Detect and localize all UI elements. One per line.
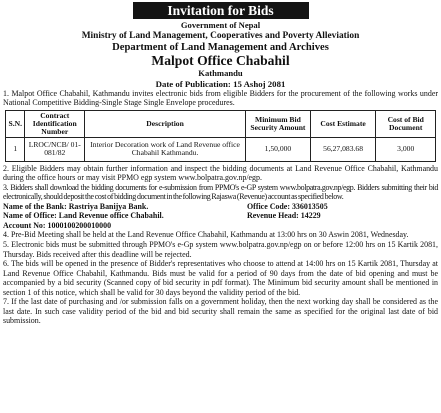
bid-table [5,110,436,162]
clause-4: 4. Pre-Bid Meeting shall be held at the Land Revenue Office Chabahil, Kathmandu at 13:00 hrs on 30 Aswin 2081, Wednesday. [3,230,409,240]
col-bid-security: Minimum Bid Security Amount [246,110,311,137]
col-contract-id: Contract Identification Number [25,110,85,137]
cell-bid-security: 1,50,000 [246,137,311,161]
col-doc-cost: Cost of Bid Document [376,110,436,137]
table-row [6,137,436,161]
cell-doc-cost: 3,000 [376,137,436,161]
bank-details [3,202,438,231]
office-title: Malpot Office Chabahil [151,52,290,68]
office-name: Name of Office: Land Revenue office Chabahil. [3,211,164,221]
cell-description: Interior Decoration work of Land Revenue office Chabahil Kathmandu. [85,137,246,161]
table-header-row [6,110,436,137]
clause-2: 2. Eligible Bidders may obtain further information and inspect the bidding documents at Land Revenue Office Chabahil, Kathmandu during the office hours or may visit PPMO egp system www.bolpatra.gov.np/egp. [3,163,438,183]
clause-3: 3. Bidders shall download the bidding documents for e-submission from PPMO's e-GP system www.bolpatra.gov.np/egp. Bidders submitting their bid electronically, should deposit the cost of bidding document in the following Rajaswa (Revenue) account as specified below. [3,182,438,202]
ministry-line: Ministry of Land Management, Cooperatives and Poverty Alleviation [81,30,360,41]
bank-name: Name of the Bank: Rastriya Banijya Bank. [3,201,149,211]
notice-banner: Invitation for Bids [133,2,309,19]
publication-date: Date of Publication: 15 Ashoj 2081 [155,78,286,89]
clause-7: 7. If the last date of purchasing and /or submission falls on a government holiday, then the next working day shall be considered as the last date. In such case validity period of the bid and bid security shall remain the same as specified for the original last date of bid submission. [3,297,438,326]
revenue-head: Revenue Head: 14229 [247,211,321,221]
clause-1: 1. Malpot Office Chabahil, Kathmandu invites electronic bids from eligible Bidders for the procurement of the following works under National Competitive Bidding-Single Stage Single Envelope procedures. [3,88,438,108]
cell-cost-estimate: 56,27,083.68 [310,137,376,161]
clause-6: 6. The bids will be opened in the presence of Bidder's representatives who choose to attend at 14:00 hrs on 15 Kartik 2081, Thursday at Land Revenue Office Chabahil, Kathmandu. Bids must be valid for a period of 90 days from the date of bid opening and must be accompanied by a bid security (Scanned copy of bid security in pdf format). The Minimum bid security amount shall be mentioned in section 1 of this notice, which shall be valid for 30 days beyond the validity period of the bid. [3,259,438,297]
office-code: Office Code: 336013505 [247,201,328,211]
account-number: Account No: 1000100200010000 [3,220,112,230]
col-sn: S.N. [6,110,25,137]
col-description: Description [85,110,246,137]
government-line: Government of Nepal [180,20,261,30]
cell-contract-id: LROC/NCB/ 01-081/82 [25,137,85,161]
col-cost-estimate: Cost Estimate [310,110,376,137]
clause-5: 5. Electronic bids must be submitted through PPMO's e-Gp system www.bolpatra.gov.np/egp on or before 12:00 hrs on 15 Kartik 2081, Thursday. Bids received after this deadline will be rejected. [3,240,438,259]
cell-sn: 1 [6,137,25,161]
department-line: Department of Land Management and Archives [112,41,329,53]
office-location: Kathmandu [198,67,243,78]
